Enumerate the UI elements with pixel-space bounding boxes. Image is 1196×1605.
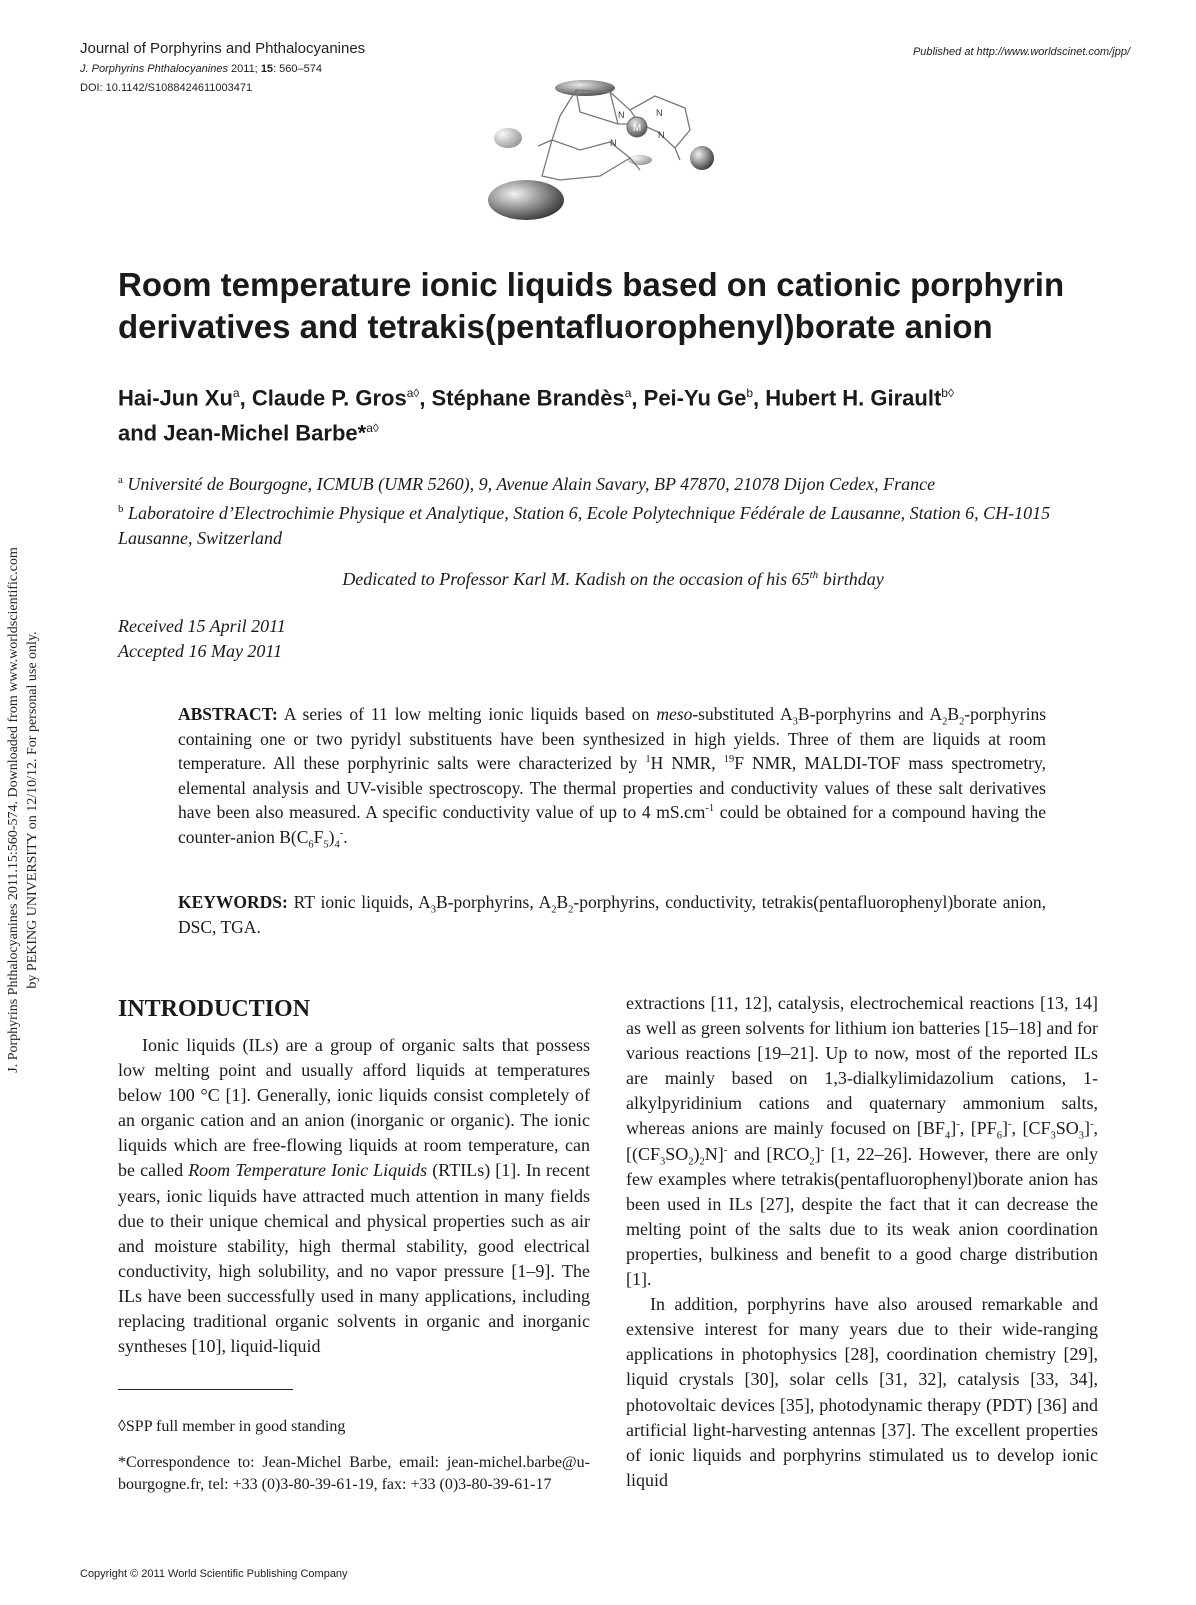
abstract-meso: meso (656, 704, 693, 724)
citation-journal: J. Porphyrins Phthalocyanines (80, 63, 228, 75)
abstract-text: -substituted A (692, 704, 793, 724)
body-text: Ionic liquids (ILs) are a group of organic salts that possess low melting point and usually afford liquids at temperatures below 100 °C [1]. Generally, ionic liquids consist completely of an organic cation and an anion (inorganic or organic). The ionic liquids which are free-flowing liquids at room temperature, can be called (118, 1035, 590, 1181)
subscript: 5 (323, 839, 329, 850)
subscript: 2 (942, 716, 948, 728)
subscript: 2 (688, 1156, 694, 1168)
keywords-label: KEYWORDS: (178, 892, 288, 912)
author-affil-mark: b◊ (941, 386, 954, 400)
body-text: extractions [11, 12], catalysis, electrochemical reactions [13, 14] as well as green solvents for lithium ion batteries [15–18] and for various reactions [19–21]. Up to now, most of the reported ILs are mainly based on 1,3-dialkylimidazolium cations, 1-alkylpyridinium cations and quaternary ammonium salts, whereas anions are mainly focused on [BF (626, 993, 1098, 1139)
side-note-line: by PEKING UNIVERSITY on 12/10/12. For personal use only. (25, 631, 40, 989)
keywords-text: RT ionic liquids, A (287, 892, 431, 912)
superscript: -1 (705, 803, 715, 815)
subscript: 3 (1078, 1131, 1084, 1143)
lobe-shape (488, 180, 564, 220)
subscript: 3 (660, 1156, 666, 1168)
author-affil-mark: a◊ (406, 386, 420, 400)
doi: DOI: 10.1142/S1088424611003471 (80, 82, 253, 94)
footnote-correspondence: *Correspondence to: Jean-Michel Barbe, email: jean-michel.barbe@u-bourgogne.fr, tel: +33 (0)3-80-39-61-19, fax: +33 (0)3-80-39-61-17 (118, 1454, 590, 1493)
author-conjunction: and (118, 420, 158, 446)
affiliation-mark: b (118, 503, 124, 515)
abstract-text: -porphyrins containing one or two pyridyl substituents have been synthesized in high yields. Three of them are liquids at room temperature. All these porphyrinic salts were characterized by (178, 704, 1046, 773)
affiliation-text: Laboratoire d’Electrochimie Physique et Analytique, Station 6, Ecole Polytechnique Fédérale de Lausanne, Station 6, CH-1015 Lausanne, Switzerland (118, 503, 1051, 548)
author-name: Hai-Jun Xu (118, 385, 233, 411)
subscript: 2 (568, 904, 574, 916)
ring-bonds (538, 90, 690, 180)
footnote-rule (118, 1389, 293, 1390)
abstract-text: B (947, 704, 960, 724)
body-text: ) (693, 1143, 700, 1164)
download-side-note (4, 490, 42, 1130)
article-dates (118, 614, 286, 664)
author-affil-mark: a◊ (366, 421, 379, 436)
received-date: Received 15 April 2011 (118, 616, 286, 636)
author-name: Hubert H. Girault (765, 385, 942, 411)
nitrogen-label: N (658, 130, 665, 140)
abstract-text: ) (328, 826, 335, 847)
subscript: 2 (551, 904, 557, 916)
keywords-text: B-porphyrins, A (436, 892, 552, 912)
body-text: (RTILs) [1]. In recent years, ionic liquids have attracted much attention in many fields due to their unique chemical and physical properties such as air and moisture stability, high thermal stability, good electrical conductivity, high solubility, and no vapor pressure [1–9]. The ILs have been successfully used in many applications, including replacing traditional organic solvents in organic and inorganic syntheses [10], liquid-liquid (118, 1160, 590, 1357)
author-affil-mark: a (232, 386, 240, 400)
citation-pages: : 560–574 (273, 63, 322, 75)
abstract-text: could be obtained for a compound having the counter-anion B(C (178, 802, 1046, 847)
abstract-text: B-porphyrins and A (797, 704, 943, 724)
author-name: Jean-Michel Barbe* (163, 420, 367, 446)
abstract-text: A series of 11 low melting ionic liquids based on (277, 704, 657, 724)
author-name: Stéphane Brandès (431, 385, 625, 411)
intro-paragraph (118, 1033, 590, 1359)
author-affil-mark: b (746, 386, 754, 400)
footnote-spp: ◊SPP full member in good standing (118, 1418, 346, 1435)
journal-citation (80, 63, 322, 75)
subscript: 2 (959, 716, 965, 728)
abstract-text: H NMR, (650, 753, 724, 773)
affiliations (118, 468, 1088, 551)
abstract-label: ABSTRACT: (178, 704, 278, 724)
subscript: 2 (809, 1156, 815, 1168)
body-text: SO (1055, 1118, 1079, 1139)
side-note-line: J. Porphyrins Phthalocyanines 2011.15:560-574. Downloaded from www.worldscientific.com (6, 547, 21, 1073)
subscript: 3 (1050, 1131, 1056, 1143)
intro-column-right (626, 991, 1098, 1493)
dedication-text-end: birthday (818, 569, 884, 589)
dedication (118, 569, 1108, 590)
porphyrin-logo (480, 80, 740, 240)
affiliation-mark: a (118, 474, 123, 486)
superscript: 1 (645, 754, 651, 766)
superscript: - (723, 1144, 728, 1156)
citation-year: 2011; (231, 63, 258, 75)
lobe-shape (494, 128, 522, 148)
intro-column-left (118, 1033, 590, 1359)
affiliation-item (118, 497, 1088, 551)
published-at-link[interactable]: Published at http://www.worldscinet.com/jpp/ (912, 46, 1130, 58)
nitrogen-label: N (618, 110, 625, 120)
dedication-ordinal: th (809, 569, 819, 581)
nitrogen-label: N (656, 108, 663, 118)
section-heading-introduction: INTRODUCTION (118, 996, 311, 1022)
superscript: - (956, 1119, 960, 1131)
citation-volume: 15 (260, 63, 274, 75)
journal-name: Journal of Porphyrins and Phthalocyanines (80, 40, 366, 57)
intro-paragraph: In addition, porphyrins have also aroused remarkable and extensive interest for many years due to their wide-ranging applications in photophysics [28], coordination chemistry [29], liquid crystals [30], solar cells [31, 32], catalysis [33, 34], photovoltaic devices [35], photodynamic therapy (PDT) [36] and artificial light-harvesting antennas [37]. The excellent properties of ionic liquids and porphyrins stimulated us to develop ionic liquid (626, 1294, 1098, 1490)
body-text: , [PF (959, 1118, 997, 1139)
subscript: 4 (944, 1131, 951, 1143)
body-text: [1, 22–26]. However, there are only few examples where tetrakis(pentafluorophenyl)borate anion has been used in ILs [27], despite the fact that it can decrease the melting point of the salts due to its weak anion coordination properties, bulkiness and benefit to a good charge distribution [1]. (626, 1143, 1099, 1290)
superscript: - (820, 1144, 825, 1156)
body-text: and [RCO (727, 1143, 810, 1164)
author-name: Claude P. Gros (251, 385, 407, 411)
body-text: , [(CF (626, 1118, 1098, 1164)
subscript: 4 (334, 839, 340, 850)
superscript: 19 (723, 754, 735, 766)
paper-title: Room temperature ionic liquids based on cationic porphyrin derivatives and tetrakis(pentafluorophenyl)borate anion (118, 266, 1065, 345)
keywords-text: -porphyrins, conductivity, tetrakis(pentafluorophenyl)borate anion, DSC, TGA. (178, 892, 1047, 937)
affiliation-text: Université de Bourgogne, ICMUB (UMR 5260), 9, Avenue Alain Savary, BP 47870, 21078 Dijon Cedex, France (127, 474, 936, 494)
subscript: 2 (699, 1156, 705, 1168)
copyright: Copyright © 2011 World Scientific Publishing Company (80, 1568, 348, 1580)
abstract-text: F (313, 826, 324, 847)
metal-label: M (632, 123, 642, 134)
superscript: - (339, 827, 344, 839)
body-emphasis: Room Temperature Ionic Liquids (188, 1160, 428, 1181)
lobe-shape (555, 80, 615, 96)
body-text: N] (704, 1143, 724, 1164)
subscript: 6 (308, 839, 314, 850)
author-list: Hai-Jun Xu$^a$, Claude P. Gros$^{a◊}$, Stéphane Brandès$^a$, Pei-Yu Ge$^b$, Hubert H. Girault$^{b◊}$ and Jean-Michel Barbe*$^{a◊}$ (118, 385, 954, 446)
body-text: SO (665, 1143, 689, 1164)
author-affil-mark: a (624, 386, 632, 400)
nitrogen-label: N (610, 138, 617, 148)
abstract-text: F NMR, MALDI-TOF mass spectrometry, elemental analysis and UV-visible spectroscopy. The thermal properties and conductivity values of these salt derivatives have been also measured. A specific conductivity value of up to 4 mS.cm (178, 753, 1046, 822)
abstract (178, 702, 1046, 849)
dedication-text: Dedicated to Professor Karl M. Kadish on the occasion of his 65 (342, 569, 810, 589)
abstract-text: . (343, 826, 348, 847)
keywords (178, 890, 1046, 939)
affiliation-item (118, 468, 1088, 497)
subscript: 3 (792, 716, 798, 728)
superscript: - (1007, 1119, 1012, 1131)
subscript: 3 (430, 904, 437, 916)
author-name: Pei-Yu Ge (643, 385, 747, 411)
subscript: 6 (996, 1131, 1002, 1143)
lobe-shape (690, 146, 714, 170)
accepted-date: Accepted 16 May 2011 (118, 641, 283, 661)
keywords-text: B (556, 892, 569, 912)
body-text: , [CF (1011, 1118, 1051, 1139)
intro-paragraph: extractions [11, 12], catalysis, electrochemical reactions [13, 14] as well as green solvents for lithium ion batteries [15–18] and for various reactions [19–21]. Up to now, most of the reported ILs are mainly based on 1,3-dialkylimidazolium cations, 1-alkylpyridinium cations and quaternary ammonium salts, whereas anions are mainly focused on $[BF_4]^-$, $[PF_6]^-$, $[CF_3SO_3]^-$, $[(CF_3SO_2)_2N]^-$ and $[RCO_2]^-$ [1, 22–26]. However, there are only few examples where tetrakis(pentafluorophenyl)borate anion has been used in ILs [27], despite the fact that it can decrease the melting point of the salts due to its weak anion coordination properties, bulkiness and benefit to a good charge distribution [1]. (626, 993, 1099, 1290)
superscript: - (1090, 1119, 1094, 1131)
